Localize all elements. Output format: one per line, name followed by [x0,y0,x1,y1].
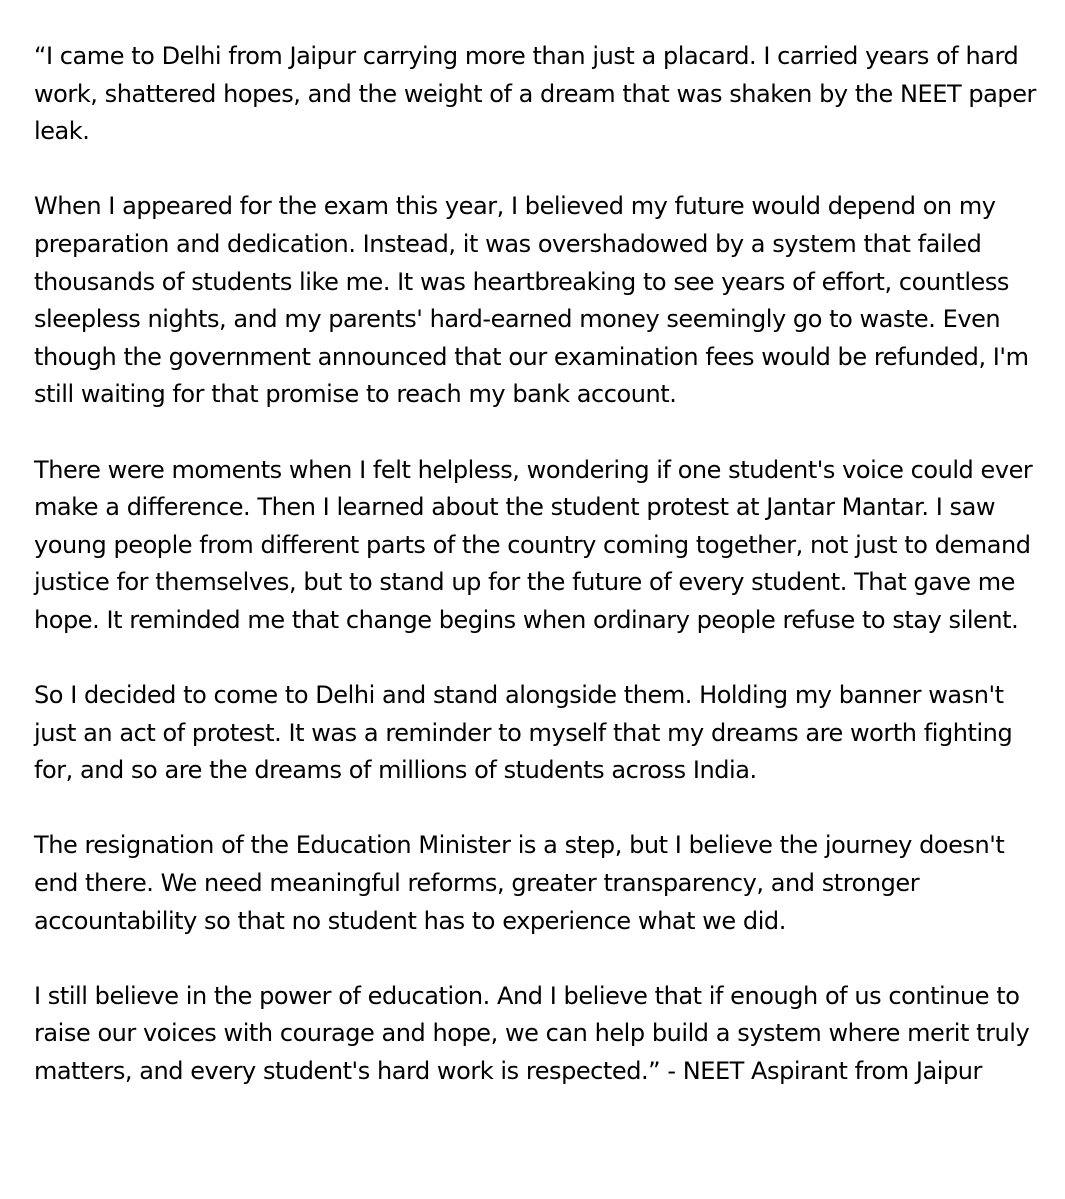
paragraph-exam: When I appeared for the exam this year, I believed my future would depend on my preparation and dedication. Instead, it was overshadowed by a system that failed thousands of students like me. It was heartbreaking to see years of effort, countless sleepless nights, and my parents' hard-earned money seemingly go to waste. Even though the government announced that our examination fees would be refunded, I'm still waiting for that promise to reach my bank account. [34,192,1029,409]
document-body [34,38,1049,1091]
paragraph-resignation: The resignation of the Education Minister is a step, but I believe the journey doesn't end there. We need meaningful reforms, greater transparency, and stronger accountability so that no student has to experience what we did. [34,831,1005,935]
paragraph-closing-quote: I still believe in the power of education. And I believe that if enough of us continue to raise our voices with courage and hope, we can help build a system where merit truly matters, and every student's hard work is respected.” - NEET Aspirant from Jaipur [34,981,1030,1086]
paragraph-protest: There were moments when I felt helpless, wondering if one student's voice could ever make a difference. Then I learned about the student protest at Jantar Mantar. I saw young people from different parts of the country coming together, not just to demand justice for themselves, but to stand up for the future of every student. That gave me hope. It reminded me that change begins when ordinary people refuse to stay silent. [34,455,1033,634]
paragraph-arrival: “I came to Delhi from Jaipur carrying more than just a placard. I carried years of hard work, shattered hopes, and the weight of a dream that was shaken by the NEET paper leak. [34,42,1036,146]
paragraph-banner: So I decided to come to Delhi and stand alongside them. Holding my banner wasn't just an act of protest. It was a reminder to myself that my dreams are worth fighting for, and so are the dreams of millions of students across India. [34,681,1013,785]
